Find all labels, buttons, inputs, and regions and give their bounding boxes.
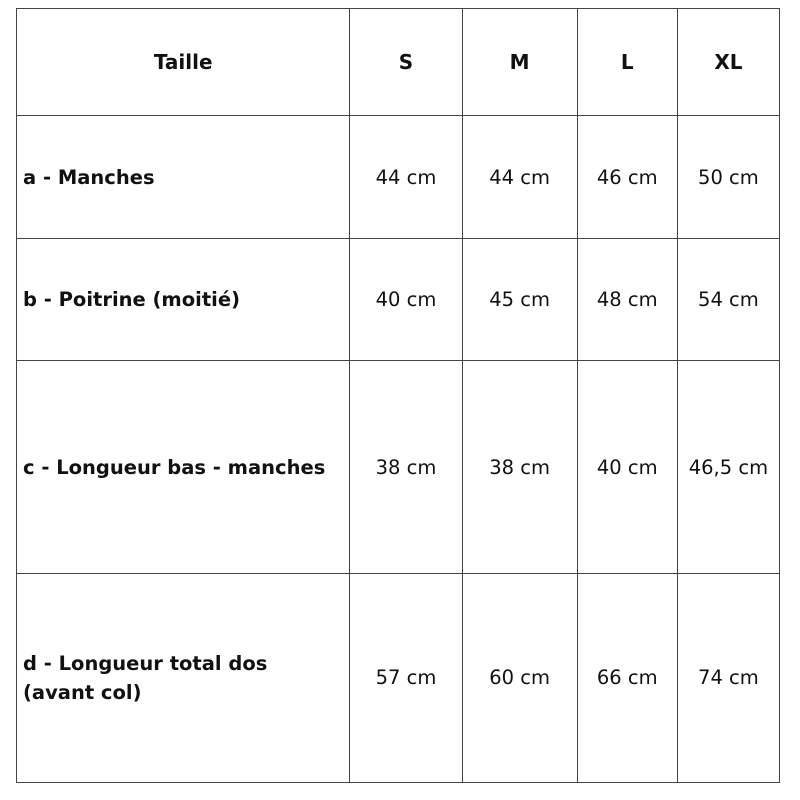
value-cell: 38 cm <box>350 361 462 573</box>
header-size-m: M <box>462 9 577 116</box>
value-cell: 60 cm <box>462 573 577 782</box>
value-cell: 74 cm <box>677 573 779 782</box>
row-label: c - Longueur bas - manches <box>17 361 350 573</box>
value-cell: 44 cm <box>462 116 577 239</box>
table-row <box>17 239 780 361</box>
table-row <box>17 116 780 239</box>
value-cell: 45 cm <box>462 239 577 361</box>
row-label <box>17 573 350 782</box>
value-cell: 46 cm <box>577 116 677 239</box>
row-label-line-1: d - Longueur total dos <box>23 651 268 675</box>
header-size-l: L <box>577 9 677 116</box>
value-cell: 40 cm <box>350 239 462 361</box>
value-cell: 44 cm <box>350 116 462 239</box>
value-cell: 66 cm <box>577 573 677 782</box>
header-size-s: S <box>350 9 462 116</box>
row-label-line-2: (avant col) <box>23 680 142 704</box>
header-size-label: Taille <box>17 9 350 116</box>
table-row <box>17 573 780 782</box>
header-size-xl: XL <box>677 9 779 116</box>
value-cell: 57 cm <box>350 573 462 782</box>
value-cell: 40 cm <box>577 361 677 573</box>
value-cell: 46,5 cm <box>677 361 779 573</box>
row-label: a - Manches <box>17 116 350 239</box>
table-header-row <box>17 9 780 116</box>
value-cell: 38 cm <box>462 361 577 573</box>
value-cell: 50 cm <box>677 116 779 239</box>
size-chart-table <box>16 8 780 783</box>
row-label: b - Poitrine (moitié) <box>17 239 350 361</box>
value-cell: 54 cm <box>677 239 779 361</box>
table-row <box>17 361 780 573</box>
value-cell: 48 cm <box>577 239 677 361</box>
